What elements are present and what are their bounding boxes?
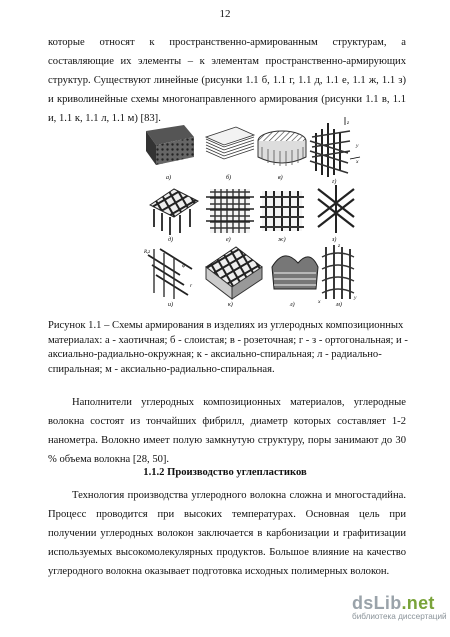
- figure-axis-label: z: [347, 120, 350, 126]
- technology-paragraph: Технология производства углеродного волокна сложна и многостадийна. Процесс проводится при высоких температурах. Основная цель при получении углеродных волокон заключается в карбонизации и графитизации используемых высокомолекулярных продуктов. Большое влияние на качество углеродного волокна оказывает подготовка исходных полимерных волокон.: [48, 490, 406, 577]
- figure-panel-label: е): [226, 237, 231, 243]
- dslib-logo-suffix: .net: [401, 593, 435, 613]
- figure-axis-label: r: [190, 283, 193, 289]
- figure-panel-label: з): [332, 237, 337, 243]
- figure-axis-label: R,z: [144, 250, 151, 255]
- intro-paragraph: которые относят к пространственно-армированным структурам, а составляющие их элементы – к элементам пространственно-армирующих структур. Существуют линейные (рисунки 1.1 б, 1.1 г, 1.1 д, 1.1 е, 1.1 ж, 1.1 з) и криволинейные схемы многонаправленного армирования (рисунки 1.1 в, 1.1 и, 1.1 к, 1.1 л, 1.1 м) [83].: [48, 37, 406, 124]
- dslib-watermark[interactable]: [352, 593, 450, 637]
- figure-axis-label: z: [338, 243, 341, 249]
- panel-v-rosette: [258, 131, 306, 166]
- panel-g-orthogonal-3d: [310, 117, 360, 177]
- dslib-logo: [352, 593, 450, 614]
- panel-e-orthogonal: [206, 189, 254, 233]
- panel-a-chaotic: [146, 125, 194, 165]
- section-heading: 1.1.2 Производство углепластиков: [143, 467, 307, 478]
- figure-axis-label: y: [356, 143, 359, 149]
- panel-d-orthogonal: [150, 189, 198, 235]
- figure-panel-label: в): [278, 175, 283, 181]
- figure-panel-label: л): [290, 302, 295, 307]
- figure-axis-label: x: [318, 299, 321, 305]
- fillers-paragraph: Наполнители углеродных композиционных материалов, углеродные волокна состоят из тончайших фибрилл, диаметр которых составляет 1-2 нанометра. Волокно имеет полую замкнутую структуру, поры занимают до 30 % объема волокна [28, 50].: [48, 397, 406, 465]
- panel-z-orthogonal: [318, 185, 354, 233]
- dslib-logo-main: dsLib: [352, 593, 402, 613]
- figure-panel-label: а): [166, 175, 171, 181]
- panel-i-axial-radial-circumferential: [148, 249, 192, 299]
- figure-panel-label: и): [168, 302, 173, 307]
- figure-panel-label: ж): [278, 237, 286, 243]
- figure-axis-label: φ: [182, 263, 186, 269]
- figure-panel-label: д): [168, 237, 174, 243]
- panel-b-layered: [206, 127, 254, 159]
- figure-caption: Рисунок 1.1 – Схемы армирования в изделиях из углеродных композиционных материалах: а - хаотичная; б - слоистая; в - розеточная; г - з - ортогональная; и - аксиально-радиально-окружная; к - аксиально-спиральная; л - радиально-спиральная; м - аксиально-радиально-спиральная.: [48, 320, 408, 375]
- panel-l-radial-spiral: [272, 256, 318, 289]
- dslib-tagline: библиотека диссертаций: [352, 612, 447, 621]
- panel-k-axial-spiral: [206, 247, 262, 299]
- figure-panel-label: к): [228, 302, 233, 307]
- figure-axis-label: y: [354, 295, 357, 301]
- figure-panel-label: г): [332, 179, 337, 185]
- page-number: 12: [219, 8, 231, 20]
- figure-panel-label: м): [336, 302, 342, 307]
- panel-zh-orthogonal: [260, 191, 304, 231]
- panel-m-axial-radial-spiral: [322, 245, 354, 299]
- figure-panel-label: б): [226, 175, 232, 181]
- figure-axis-label: x: [356, 159, 359, 165]
- reinforcement-schemes-figure: [140, 117, 364, 307]
- figure-drawing: [140, 117, 364, 307]
